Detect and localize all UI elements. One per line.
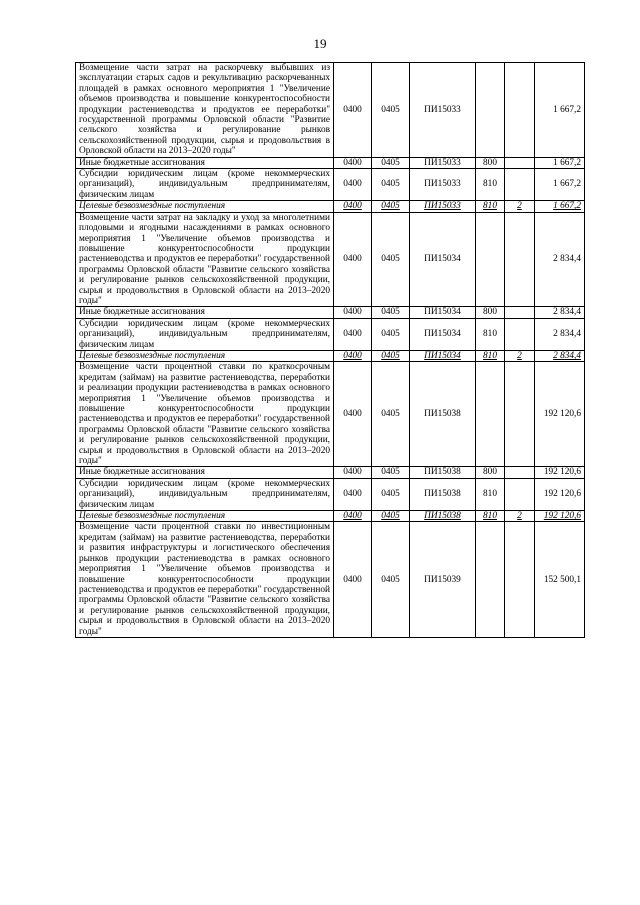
row-description: Целевые безвозмездные поступления bbox=[76, 511, 334, 522]
expense-type-code: 810 bbox=[476, 478, 505, 510]
subsection-code: 0405 bbox=[372, 318, 410, 350]
admin-code bbox=[505, 522, 535, 637]
amount: 1 667,2 bbox=[535, 157, 585, 168]
subsection-code: 0405 bbox=[372, 307, 410, 318]
expense-type-code: 810 bbox=[476, 350, 505, 361]
admin-code bbox=[505, 157, 535, 168]
table-row bbox=[76, 212, 585, 307]
subsection-code: 0405 bbox=[372, 478, 410, 510]
target-article-code: ПИ15033 bbox=[410, 201, 476, 212]
row-description: Целевые безвозмездные поступления bbox=[76, 201, 334, 212]
expense-type-code: 810 bbox=[476, 201, 505, 212]
subsection-code: 0405 bbox=[372, 522, 410, 637]
subsection-code: 0405 bbox=[372, 201, 410, 212]
target-article-code: ПИ15033 bbox=[410, 169, 476, 201]
amount: 2 834,4 bbox=[535, 318, 585, 350]
amount: 192 120,6 bbox=[535, 362, 585, 467]
amount: 2 834,4 bbox=[535, 307, 585, 318]
expense-type-code: 800 bbox=[476, 157, 505, 168]
table-row bbox=[76, 478, 585, 510]
row-description: Субсидии юридическим лицам (кроме некоммерческих организаций), индивидуальным предпринимателям, физическим лицам bbox=[76, 318, 334, 350]
target-article-code: ПИ15038 bbox=[410, 478, 476, 510]
expense-type-code bbox=[476, 362, 505, 467]
expense-type-code bbox=[476, 522, 505, 637]
amount: 2 834,4 bbox=[535, 350, 585, 361]
table-row bbox=[76, 467, 585, 478]
target-article-code: ПИ15033 bbox=[410, 63, 476, 158]
admin-code bbox=[505, 63, 535, 158]
section-code: 0400 bbox=[334, 169, 372, 201]
amount: 192 120,6 bbox=[535, 478, 585, 510]
amount: 1 667,2 bbox=[535, 169, 585, 201]
expense-type-code bbox=[476, 63, 505, 158]
section-code: 0400 bbox=[334, 212, 372, 307]
row-description: Иные бюджетные ассигнования bbox=[76, 157, 334, 168]
section-code: 0400 bbox=[334, 63, 372, 158]
admin-code bbox=[505, 307, 535, 318]
row-description: Субсидии юридическим лицам (кроме некоммерческих организаций), индивидуальным предпринимателям, физическим лицам bbox=[76, 169, 334, 201]
amount: 192 120,6 bbox=[535, 467, 585, 478]
table-row bbox=[76, 318, 585, 350]
section-code: 0400 bbox=[334, 318, 372, 350]
admin-code bbox=[505, 318, 535, 350]
target-article-code: ПИ15033 bbox=[410, 157, 476, 168]
admin-code: 2 bbox=[505, 201, 535, 212]
section-code: 0400 bbox=[334, 478, 372, 510]
section-code: 0400 bbox=[334, 362, 372, 467]
section-code: 0400 bbox=[334, 307, 372, 318]
subsection-code: 0405 bbox=[372, 157, 410, 168]
table-row bbox=[76, 522, 585, 637]
admin-code bbox=[505, 478, 535, 510]
budget-table-body bbox=[76, 63, 585, 638]
target-article-code: ПИ15038 bbox=[410, 362, 476, 467]
target-article-code: ПИ15038 bbox=[410, 511, 476, 522]
target-article-code: ПИ15039 bbox=[410, 522, 476, 637]
subsection-code: 0405 bbox=[372, 350, 410, 361]
admin-code bbox=[505, 362, 535, 467]
row-description: Возмещение части затрат на закладку и уход за многолетними плодовыми и ягодными насаждениями в рамках основного мероприятия 1 "Увеличение объемов производства и повышение конкурентоспособности продукции растениеводства и продуктов ее переработки" государственной программы Орловской области "Развитие сельского хозяйства и регулирование рынков сельскохозяйственной продукции, сырья и продовольствия в Орловской области на 2013–2020 годы" bbox=[76, 212, 334, 307]
amount: 2 834,4 bbox=[535, 212, 585, 307]
amount: 1 667,2 bbox=[535, 201, 585, 212]
section-code: 0400 bbox=[334, 522, 372, 637]
admin-code bbox=[505, 467, 535, 478]
subsection-code: 0405 bbox=[372, 362, 410, 467]
table-row bbox=[76, 362, 585, 467]
section-code: 0400 bbox=[334, 350, 372, 361]
table-row bbox=[76, 201, 585, 212]
table-row bbox=[76, 307, 585, 318]
table-row bbox=[76, 63, 585, 158]
target-article-code: ПИ15034 bbox=[410, 307, 476, 318]
admin-code: 2 bbox=[505, 511, 535, 522]
expense-type-code bbox=[476, 212, 505, 307]
row-description: Иные бюджетные ассигнования bbox=[76, 467, 334, 478]
admin-code bbox=[505, 169, 535, 201]
target-article-code: ПИ15034 bbox=[410, 350, 476, 361]
row-description: Возмещение части процентной ставки по инвестиционным кредитам (займам) на развитие растениеводства, переработки и развития инфраструктуры и логистического обеспечения рынков продукции растениеводства в рамках основного мероприятия 1 "Увеличение объемов производства и повышение конкурентоспособности продукции растениеводства и продуктов ее переработки" государственной программы Орловской области "Развитие сельского хозяйства и регулирование рынков сельскохозяйственной продукции, сырья и продовольствия в Орловской области на 2013–2020 годы" bbox=[76, 522, 334, 637]
expense-type-code: 810 bbox=[476, 511, 505, 522]
expense-type-code: 810 bbox=[476, 169, 505, 201]
section-code: 0400 bbox=[334, 201, 372, 212]
section-code: 0400 bbox=[334, 511, 372, 522]
target-article-code: ПИ15034 bbox=[410, 212, 476, 307]
amount: 192 120,6 bbox=[535, 511, 585, 522]
page-number: 19 bbox=[313, 36, 327, 51]
section-code: 0400 bbox=[334, 467, 372, 478]
target-article-code: ПИ15038 bbox=[410, 467, 476, 478]
admin-code: 2 bbox=[505, 350, 535, 361]
row-description: Целевые безвозмездные поступления bbox=[76, 350, 334, 361]
subsection-code: 0405 bbox=[372, 63, 410, 158]
admin-code bbox=[505, 212, 535, 307]
row-description: Субсидии юридическим лицам (кроме некоммерческих организаций), индивидуальным предпринимателям, физическим лицам bbox=[76, 478, 334, 510]
table-row bbox=[76, 169, 585, 201]
subsection-code: 0405 bbox=[372, 467, 410, 478]
expense-type-code: 810 bbox=[476, 318, 505, 350]
target-article-code: ПИ15034 bbox=[410, 318, 476, 350]
subsection-code: 0405 bbox=[372, 511, 410, 522]
table-row bbox=[76, 350, 585, 361]
subsection-code: 0405 bbox=[372, 212, 410, 307]
table-row bbox=[76, 511, 585, 522]
expense-type-code: 800 bbox=[476, 307, 505, 318]
row-description: Возмещение части затрат на раскорчевку выбывших из эксплуатации старых садов и рекультивацию раскорчеванных площадей в рамках основного мероприятия 1 "Увеличение объемов производства и повышение конкурентоспособности продукции растениеводства и продуктов ее переработки" государственной программы Орловской области "Развитие сельского хозяйства и регулирование рынков сельскохозяйственной продукции, сырья и продовольствия в Орловской области на 2013–2020 годы" bbox=[76, 63, 334, 158]
budget-table bbox=[75, 62, 585, 638]
table-row bbox=[76, 157, 585, 168]
row-description: Иные бюджетные ассигнования bbox=[76, 307, 334, 318]
amount: 1 667,2 bbox=[535, 63, 585, 158]
section-code: 0400 bbox=[334, 157, 372, 168]
amount: 152 500,1 bbox=[535, 522, 585, 637]
row-description: Возмещение части процентной ставки по краткосрочным кредитам (займам) на развитие растениеводства, переработки и реализации продукции растениеводства в рамках основного мероприятия 1 "Увеличение объемов производства и повышение конкурентоспособности продукции растениеводства и продуктов ее переработки" государственной программы Орловской области "Развитие сельского хозяйства и регулирование рынков сельскохозяйственной продукции, сырья и продовольствия в Орловской области на 2013–2020 годы" bbox=[76, 362, 334, 467]
subsection-code: 0405 bbox=[372, 169, 410, 201]
expense-type-code: 800 bbox=[476, 467, 505, 478]
